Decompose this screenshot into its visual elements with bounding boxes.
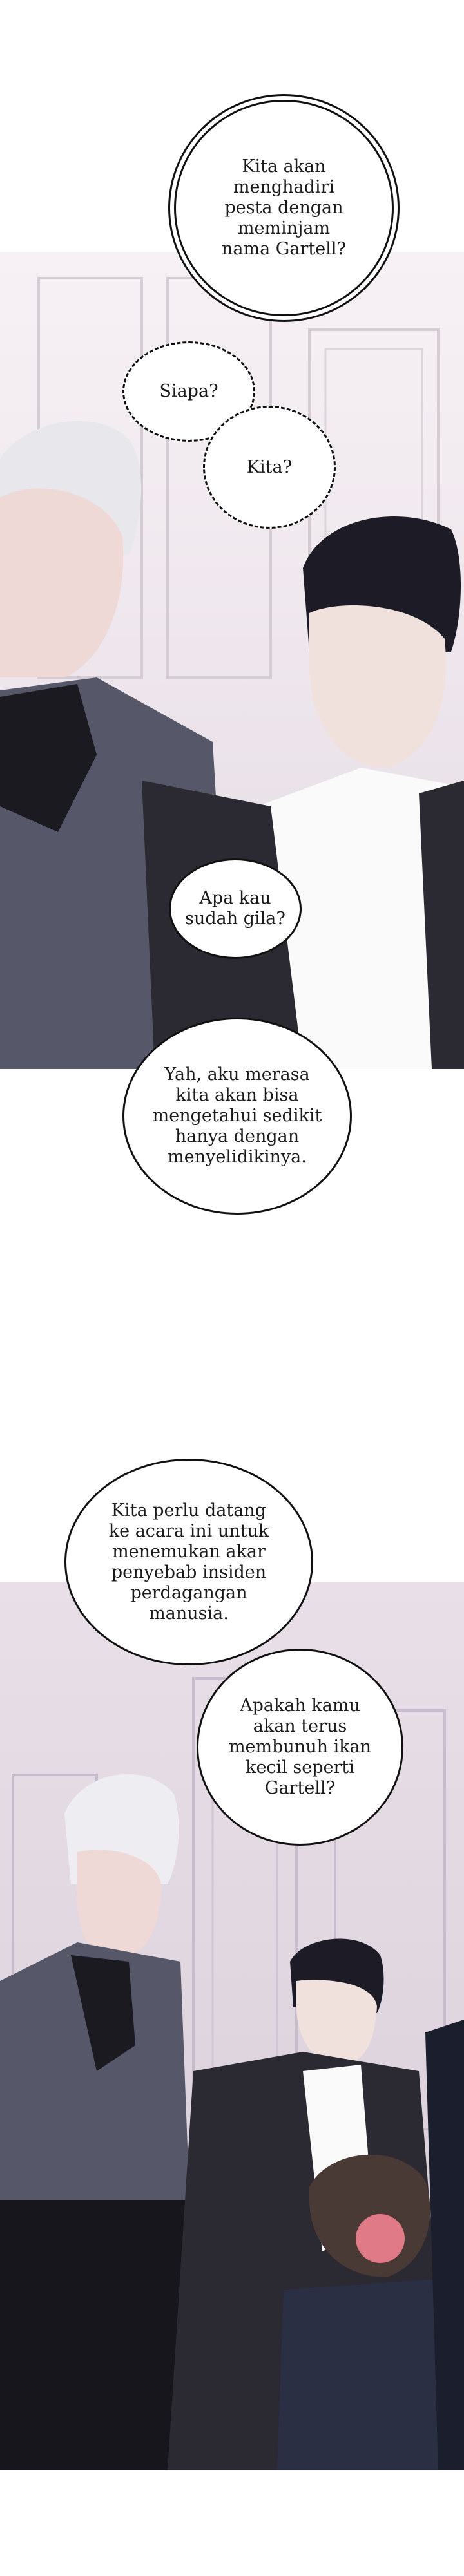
speech-bubble-3: Kita? [203, 406, 336, 529]
speech-bubble-4: Apa kau sudah gila? [169, 858, 302, 959]
speech-bubble-5: Yah, aku merasa kita akan bisa mengetahui sedikit hanya dengan menyelidikinya. [122, 1018, 352, 1215]
speech-bubble-1: Kita akan menghadiri pesta dengan meminjam nama Gartell? [174, 100, 394, 316]
speech-bubble-7: Apakah kamu akan terus membunuh ikan kecil seperti Gartell? [197, 1649, 403, 1846]
speech-bubble-2: Siapa? [122, 341, 255, 442]
speech-bubble-6: Kita perlu datang ke acara ini untuk menemukan akar penyebab insiden perdagangan manusia. [64, 1459, 313, 1665]
